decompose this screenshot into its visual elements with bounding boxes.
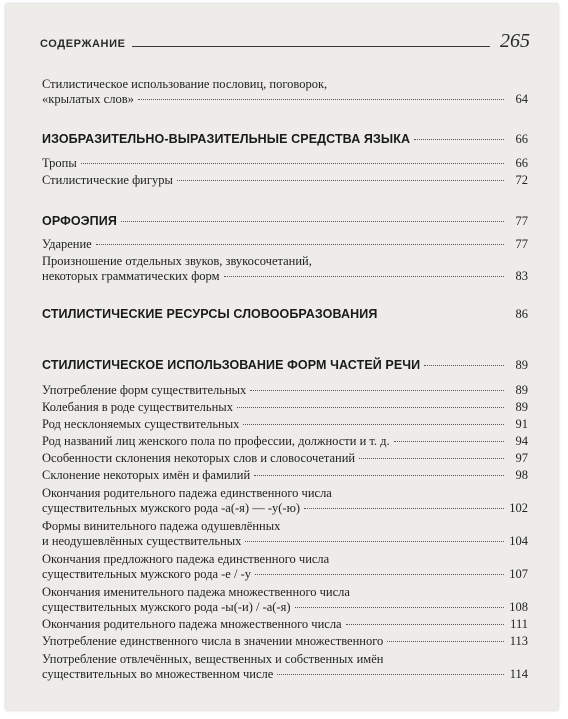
toc-page-number: 102	[509, 501, 528, 515]
leader-dots	[277, 674, 504, 675]
leader-dots	[243, 424, 504, 425]
toc-entry-text-line1: Окончания именительного падежа множественного числа	[42, 585, 350, 599]
toc-page-number: 89	[515, 358, 528, 372]
leader-dots	[237, 407, 504, 408]
toc-entry-text: Колебания в роде существительных	[42, 400, 233, 414]
leader-dots	[250, 390, 504, 391]
page-number: 265	[500, 30, 530, 52]
toc-entry	[42, 76, 528, 108]
leader-dots	[359, 458, 504, 459]
toc-entry	[42, 485, 528, 517]
toc-entry-text: Употребление форм существительных	[42, 383, 247, 397]
leader-dots	[224, 276, 504, 277]
toc-entry	[42, 434, 528, 450]
leader-dots	[295, 607, 504, 608]
toc-section-title: СТИЛИСТИЧЕСКОЕ ИСПОЛЬЗОВАНИЕ ФОРМ ЧАСТЕЙ РЕЧИ	[42, 358, 421, 372]
toc-page-number: 89	[515, 383, 528, 397]
leader-dots	[304, 508, 504, 509]
toc-entry-text-line1: Произношение отдельных звуков, звукосочетаний,	[42, 254, 312, 268]
toc-entry-text-line1: Окончания родительного падежа единственного числа	[42, 486, 332, 500]
toc-page-number: 111	[510, 617, 528, 631]
toc-entry	[42, 156, 528, 172]
toc-entry	[42, 634, 528, 650]
toc-section	[42, 214, 528, 230]
toc-entry	[42, 651, 528, 683]
toc-page-number: 66	[515, 156, 528, 170]
toc-entry-text: и неодушевлённых существительных	[42, 534, 242, 548]
toc-entry-text: существительных мужского рода -а(-я) — -у(-ю)	[42, 501, 301, 515]
toc-section-title: СТИЛИСТИЧЕСКИЕ РЕСУРСЫ СЛОВООБРАЗОВАНИЯ	[42, 307, 378, 321]
toc-section	[42, 358, 528, 374]
toc-entry-text: существительных мужского рода -ы(-и) / -а(-я)	[42, 600, 291, 614]
toc-entry-text-line1: Стилистическое использование пословиц, поговорок,	[42, 77, 328, 91]
toc-page-number: 66	[515, 132, 528, 146]
leader-dots	[255, 574, 504, 575]
toc-entry	[42, 584, 528, 616]
toc-entry-text-line1: Формы винительного падежа одушевлённых	[42, 519, 281, 533]
toc-section-title: ИЗОБРАЗИТЕЛЬНО-ВЫРАЗИТЕЛЬНЫЕ СРЕДСТВА ЯЗЫКА	[42, 132, 411, 146]
toc-entry	[42, 551, 528, 583]
toc-page-number: 113	[509, 634, 528, 648]
toc-entry	[42, 518, 528, 550]
toc-entry-text-line1: Употребление отвлечённых, вещественных и собственных имён	[42, 652, 384, 666]
leader-dots	[414, 139, 504, 140]
book-page	[6, 4, 558, 710]
toc-entry-text: Окончания родительного падежа множественного числа	[42, 617, 342, 631]
toc-page-number: 77	[515, 237, 528, 251]
toc-entry-text-line1: Окончания предложного падежа единственного числа	[42, 552, 330, 566]
running-head-title: СОДЕРЖАНИЕ	[40, 38, 126, 50]
toc-section	[42, 132, 528, 148]
toc-entry-text: «крылатых слов»	[42, 92, 134, 106]
toc-page-number: 64	[515, 92, 528, 106]
toc-entry-text: Тропы	[42, 156, 77, 170]
toc-page-number: 89	[515, 400, 528, 414]
page-header	[40, 32, 530, 58]
toc-page-number: 94	[515, 434, 528, 448]
leader-dots	[245, 541, 504, 542]
leader-dots	[121, 221, 504, 222]
toc-entry	[42, 400, 528, 416]
toc-entry	[42, 237, 528, 253]
leader-dots	[96, 244, 504, 245]
toc-page-number: 104	[509, 534, 528, 548]
toc-page-number: 86	[515, 307, 528, 321]
toc-entry	[42, 173, 528, 189]
leader-dots	[394, 441, 504, 442]
toc-entry-text: Ударение	[42, 237, 92, 251]
toc-entry-text: Род названий лиц женского пола по профессии, должности и т. д.	[42, 434, 390, 448]
toc-page-number: 107	[509, 567, 528, 581]
toc-entry-text: существительных мужского рода -е / -у	[42, 567, 251, 581]
toc-section-title: ОРФОЭПИЯ	[42, 214, 117, 228]
leader-dots	[254, 475, 504, 476]
toc-entry	[42, 468, 528, 484]
toc-entry-text: существительных во множественном числе	[42, 667, 274, 681]
toc-entry-text: Род несклоняемых существительных	[42, 417, 240, 431]
toc-entry-text: Употребление единственного числа в значении множественного	[42, 634, 384, 648]
toc-section	[42, 307, 528, 323]
toc-entry	[42, 617, 528, 633]
toc-entry-text: Стилистические фигуры	[42, 173, 173, 187]
toc-page-number: 114	[509, 667, 528, 681]
toc-entry	[42, 451, 528, 467]
toc-page-number: 72	[515, 173, 528, 187]
toc-entry	[42, 383, 528, 399]
toc-page-number: 77	[515, 214, 528, 228]
toc-page-number: 91	[515, 417, 528, 431]
toc-page-number: 98	[515, 468, 528, 482]
leader-dots	[424, 365, 504, 366]
leader-dots	[177, 180, 504, 181]
toc-entry	[42, 417, 528, 433]
toc-entry-text: некоторых грамматических форм	[42, 269, 220, 283]
leader-dots	[381, 314, 504, 315]
toc-entry-text: Склонение некоторых имён и фамилий	[42, 468, 251, 482]
header-rule	[132, 46, 490, 47]
toc-entry-text: Особенности склонения некоторых слов и словосочетаний	[42, 451, 356, 465]
toc-page-number: 97	[515, 451, 528, 465]
toc-page-number: 108	[509, 600, 528, 614]
leader-dots	[387, 641, 504, 642]
leader-dots	[81, 163, 504, 164]
toc-page-number: 83	[515, 269, 528, 283]
leader-dots	[138, 99, 504, 100]
leader-dots	[346, 624, 504, 625]
toc-entry	[42, 253, 528, 285]
